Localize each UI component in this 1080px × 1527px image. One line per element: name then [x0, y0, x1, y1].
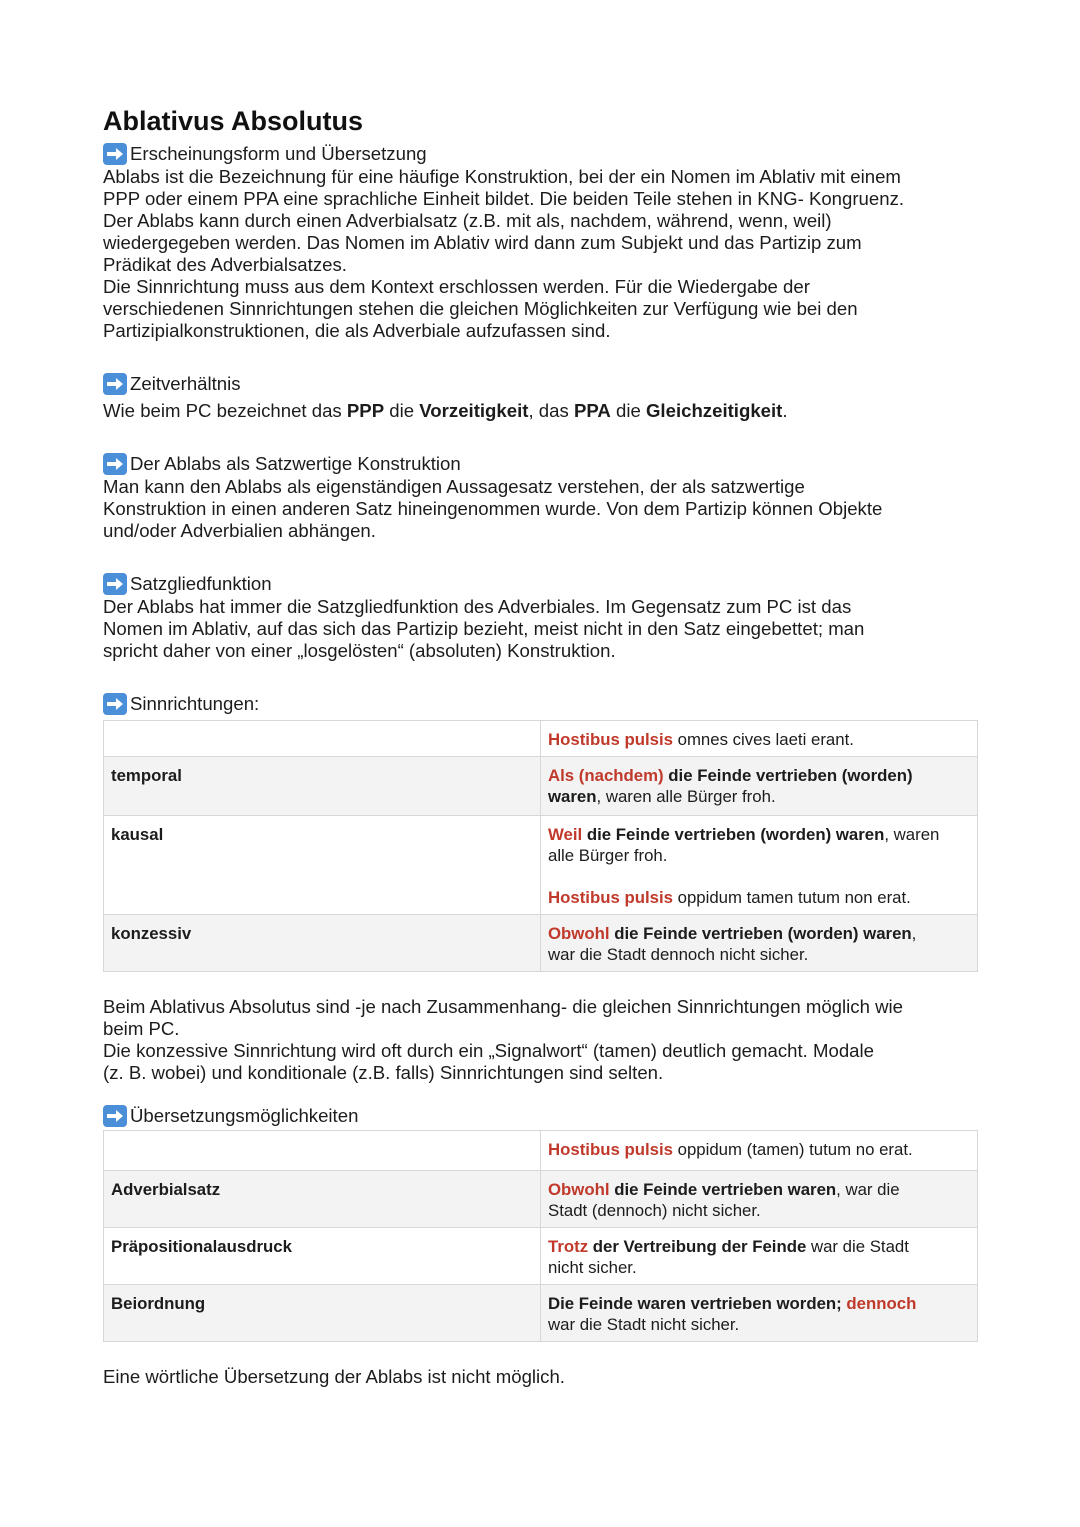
- section-heading-sinnrichtungen: [103, 692, 978, 716]
- text-run: war die Stadt: [806, 1237, 909, 1256]
- table-row: [104, 1285, 978, 1342]
- table-cell-label: kausal: [104, 816, 541, 915]
- text-line: Die konzessive Sinnrichtung wird oft durch ein „Signalwort“ (tamen) deutlich gemacht. Modale: [103, 1040, 874, 1061]
- final-note: Eine wörtliche Übersetzung der Ablabs ist nicht möglich.: [103, 1366, 565, 1387]
- text-run: oppidum (tamen) tutum no erat.: [672, 1140, 913, 1159]
- text-run: , waren: [884, 825, 940, 844]
- text-line: PPP oder einem PPA eine sprachliche Einheit bildet. Die beiden Teile stehen in KNG- Kongruenz.: [103, 188, 905, 209]
- text-run: nicht sicher.: [548, 1258, 637, 1277]
- section-heading-satzgliedfunktion: [103, 572, 978, 596]
- table-row: [104, 1131, 978, 1171]
- right-arrow-icon: [103, 143, 127, 165]
- bold-term: die Feinde vertrieben waren: [609, 1180, 837, 1199]
- uebersetzungsmoeglichkeiten-table: [103, 1130, 978, 1342]
- section-heading-uebersetzungsmoeglichkeiten: [103, 1104, 978, 1128]
- bold-term: waren: [548, 787, 597, 806]
- text-line: Die Sinnrichtung muss aus dem Kontext erschlossen werden. Für die Wiedergabe der: [103, 276, 810, 297]
- bold-term: die Feinde vertrieben (worden) waren: [609, 924, 912, 943]
- table-cell-label: Adverbialsatz: [104, 1171, 541, 1228]
- section-heading-text: Zeitverhältnis: [130, 373, 241, 394]
- text-run: war die Stadt dennoch nicht sicher.: [548, 945, 809, 964]
- text-run: oppidum tamen tutum non erat.: [672, 888, 911, 907]
- section-paragraph: [103, 166, 978, 342]
- bold-term: PPP: [346, 400, 385, 421]
- highlight-term: Hostibus pulsis: [548, 730, 673, 749]
- section-paragraph: [103, 596, 978, 662]
- text-line: beim PC.: [103, 1018, 180, 1039]
- table-cell-example: [541, 1285, 978, 1342]
- text-line: und/oder Adverbialien abhängen.: [103, 520, 376, 541]
- table-row: [104, 915, 978, 972]
- section-heading-text: Erscheinungsform und Übersetzung: [130, 143, 427, 164]
- highlight-term: Hostibus pulsis: [548, 1140, 673, 1159]
- bold-term: Die Feinde waren vertrieben worden;: [548, 1294, 842, 1313]
- text-line: Prädikat des Adverbialsatzes.: [103, 254, 347, 275]
- text-run: alle Bürger froh.: [548, 846, 668, 865]
- right-arrow-icon: [103, 1105, 127, 1127]
- section-heading-text: Sinnrichtungen:: [130, 693, 260, 714]
- bold-term: die Feinde vertrieben (worden): [663, 766, 913, 785]
- highlight-term: Weil: [548, 825, 583, 844]
- table-row: [104, 816, 978, 915]
- table-cell-example: [541, 1171, 978, 1228]
- highlight-term: Obwohl: [548, 1180, 610, 1199]
- text-run: , war die: [836, 1180, 900, 1199]
- text-line: verschiedenen Sinnrichtungen stehen die gleichen Möglichkeiten zur Verfügung wie bei den: [103, 298, 858, 319]
- highlight-term: Trotz: [548, 1237, 589, 1256]
- highlight-term: Obwohl: [548, 924, 610, 943]
- text-run: Stadt (dennoch) nicht sicher.: [548, 1201, 761, 1220]
- table-cell-example: [541, 816, 978, 915]
- bold-term: Gleichzeitigkeit: [645, 400, 783, 421]
- table-cell-example: [541, 1131, 978, 1171]
- section-heading-text: Übersetzungsmöglichkeiten: [130, 1105, 359, 1126]
- table-cell-example: [541, 721, 978, 757]
- text-line: Ablabs ist die Bezeichnung für eine häufige Konstruktion, bei der ein Nomen im Ablativ mit einem: [103, 166, 901, 187]
- table-row: [104, 1228, 978, 1285]
- section-heading-text: Der Ablabs als Satzwertige Konstruktion: [130, 453, 461, 474]
- right-arrow-icon: [103, 453, 127, 475]
- table-cell-example: [541, 915, 978, 972]
- text-line: Man kann den Ablabs als eigenständigen Aussagesatz verstehen, der als satzwertige: [103, 476, 805, 497]
- text-run: omnes cives laeti erant.: [672, 730, 854, 749]
- text-line: Beim Ablativus Absolutus sind -je nach Zusammenhang- die gleichen Sinnrichtungen möglich wie: [103, 996, 903, 1017]
- bold-term: PPA: [573, 400, 611, 421]
- table-cell-label: Präpositionalausdruck: [104, 1228, 541, 1285]
- highlight-term: dennoch: [841, 1294, 917, 1313]
- table-cell-label: temporal: [104, 757, 541, 816]
- bold-term: die Feinde vertrieben (worden) waren: [582, 825, 885, 844]
- section-heading-text: Satzgliedfunktion: [130, 573, 272, 594]
- text-run: die: [384, 400, 420, 421]
- right-arrow-icon: [103, 573, 127, 595]
- table-cell-example: [541, 1228, 978, 1285]
- table-cell-label: Beiordnung: [104, 1285, 541, 1342]
- text-line: Nomen im Ablativ, auf das sich das Partizip bezieht, meist nicht in den Satz eingebettet; man: [103, 618, 865, 639]
- text-line: wiedergegeben werden. Das Nomen im Ablativ wird dann zum Subjekt und das Partizip zum: [103, 232, 862, 253]
- table-row: [104, 1171, 978, 1228]
- section-heading-erscheinungsform: [103, 142, 978, 166]
- text-line: Der Ablabs hat immer die Satzgliedfunktion des Adverbiales. Im Gegensatz zum PC ist das: [103, 596, 852, 617]
- text-line: (z. B. wobei) und konditionale (z.B. falls) Sinnrichtungen sind selten.: [103, 1062, 664, 1083]
- text-run: war die Stadt nicht sicher.: [548, 1315, 740, 1334]
- text-run: , waren alle Bürger froh.: [596, 787, 776, 806]
- bold-term: der Vertreibung der Feinde: [588, 1237, 807, 1256]
- table-cell-label: konzessiv: [104, 915, 541, 972]
- sinnrichtungen-table: [103, 720, 978, 972]
- table-row: [104, 721, 978, 757]
- text-run: ,: [911, 924, 917, 943]
- text-line: Partizipialkonstruktionen, die als Adverbiale aufzufassen sind.: [103, 320, 611, 341]
- text-line: spricht daher von einer „losgelösten“ (absoluten) Konstruktion.: [103, 640, 616, 661]
- section-paragraph: [103, 476, 978, 542]
- right-arrow-icon: [103, 693, 127, 715]
- section-paragraph: [103, 996, 978, 1084]
- section-heading-satzwertige-konstruktion: [103, 452, 978, 476]
- document-page: [103, 104, 978, 1388]
- text-run: die: [610, 400, 646, 421]
- text-line: Der Ablabs kann durch einen Adverbialsatz (z.B. mit als, nachdem, während, wenn, weil): [103, 210, 832, 231]
- page-title: Ablativus Absolutus: [103, 106, 364, 136]
- right-arrow-icon: [103, 373, 127, 395]
- table-cell-label: [104, 1131, 541, 1171]
- highlight-term: Hostibus pulsis: [548, 888, 673, 907]
- table-cell-label: [104, 721, 541, 757]
- text-run: Wie beim PC bezeichnet das: [103, 400, 347, 421]
- text-run: , das: [528, 400, 574, 421]
- text-line: Konstruktion in einen anderen Satz hineingenommen wurde. Von dem Partizip können Objekte: [103, 498, 883, 519]
- bold-term: Vorzeitigkeit: [419, 400, 529, 421]
- text-run: .: [782, 400, 788, 421]
- section-heading-zeitverhaeltnis: [103, 372, 978, 396]
- section-paragraph: [103, 400, 978, 422]
- table-cell-example: [541, 757, 978, 816]
- highlight-term: Als (nachdem): [548, 766, 664, 785]
- table-row: [104, 757, 978, 816]
